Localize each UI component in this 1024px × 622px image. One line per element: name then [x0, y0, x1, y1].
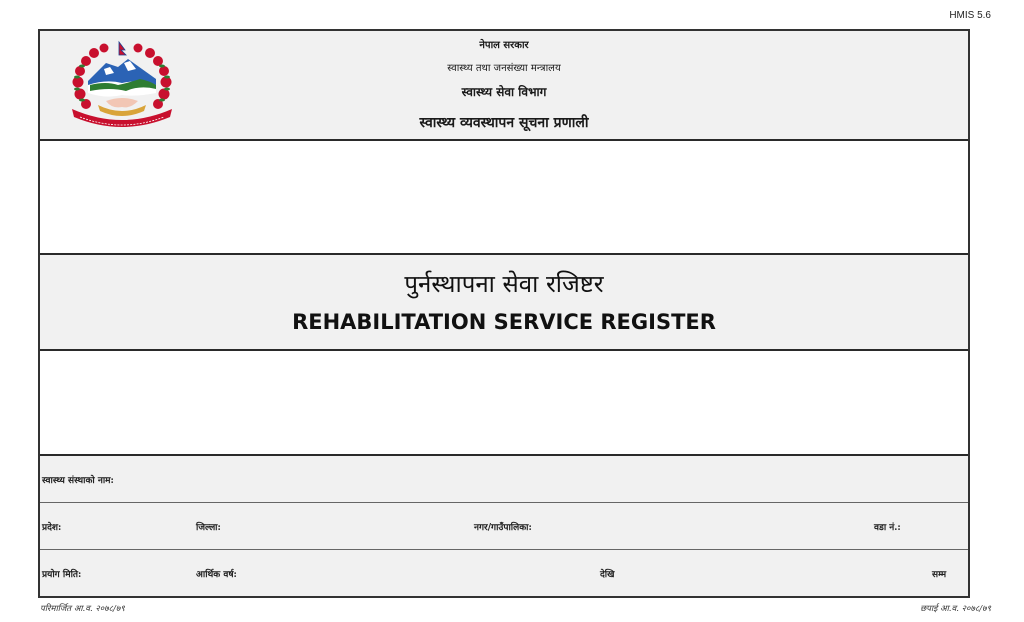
form-code: HMIS 5.6: [949, 10, 991, 21]
register-cover-sheet: [38, 29, 970, 598]
blank-section-bottom: [40, 351, 968, 456]
ward-number-label: वडा नं.:: [874, 523, 901, 533]
header-ministry: स्वास्थ्य तथा जनसंख्या मन्त्रालय: [447, 63, 561, 74]
header-system-name: स्वास्थ्य व्यवस्थापन सूचना प्रणाली: [419, 115, 589, 131]
province-label: प्रदेश:: [42, 523, 62, 533]
header-department: स्वास्थ्य सेवा विभाग: [461, 85, 547, 99]
usage-date-label: प्रयोग मिति:: [42, 570, 82, 580]
facility-row: [40, 456, 968, 503]
district-label: जिल्ला:: [196, 523, 221, 533]
revised-year-note: परिमार्जित आ.व. २०७८/७९: [40, 604, 125, 614]
register-title-english: REHABILITATION SERVICE REGISTER: [292, 310, 716, 334]
register-title-nepali: पुर्नस्थापना सेवा रजिष्टर: [404, 270, 604, 298]
printed-year-note: छपाई आ.व. २०७८/७९: [920, 604, 991, 614]
municipality-label: नगर/गाउँपालिका:: [474, 523, 532, 533]
title-section: [40, 255, 968, 351]
date-row: [40, 550, 968, 596]
location-row: [40, 503, 968, 550]
blank-section-top: [40, 141, 968, 255]
fiscal-year-label: आर्थिक वर्ष:: [196, 570, 237, 580]
from-label: देखि: [600, 570, 615, 580]
header-government: नेपाल सरकार: [479, 40, 529, 51]
to-label: सम्म: [932, 570, 947, 580]
header-section: [40, 31, 968, 141]
facility-name-label: स्वास्थ्य संस्थाको नाम:: [42, 476, 114, 486]
